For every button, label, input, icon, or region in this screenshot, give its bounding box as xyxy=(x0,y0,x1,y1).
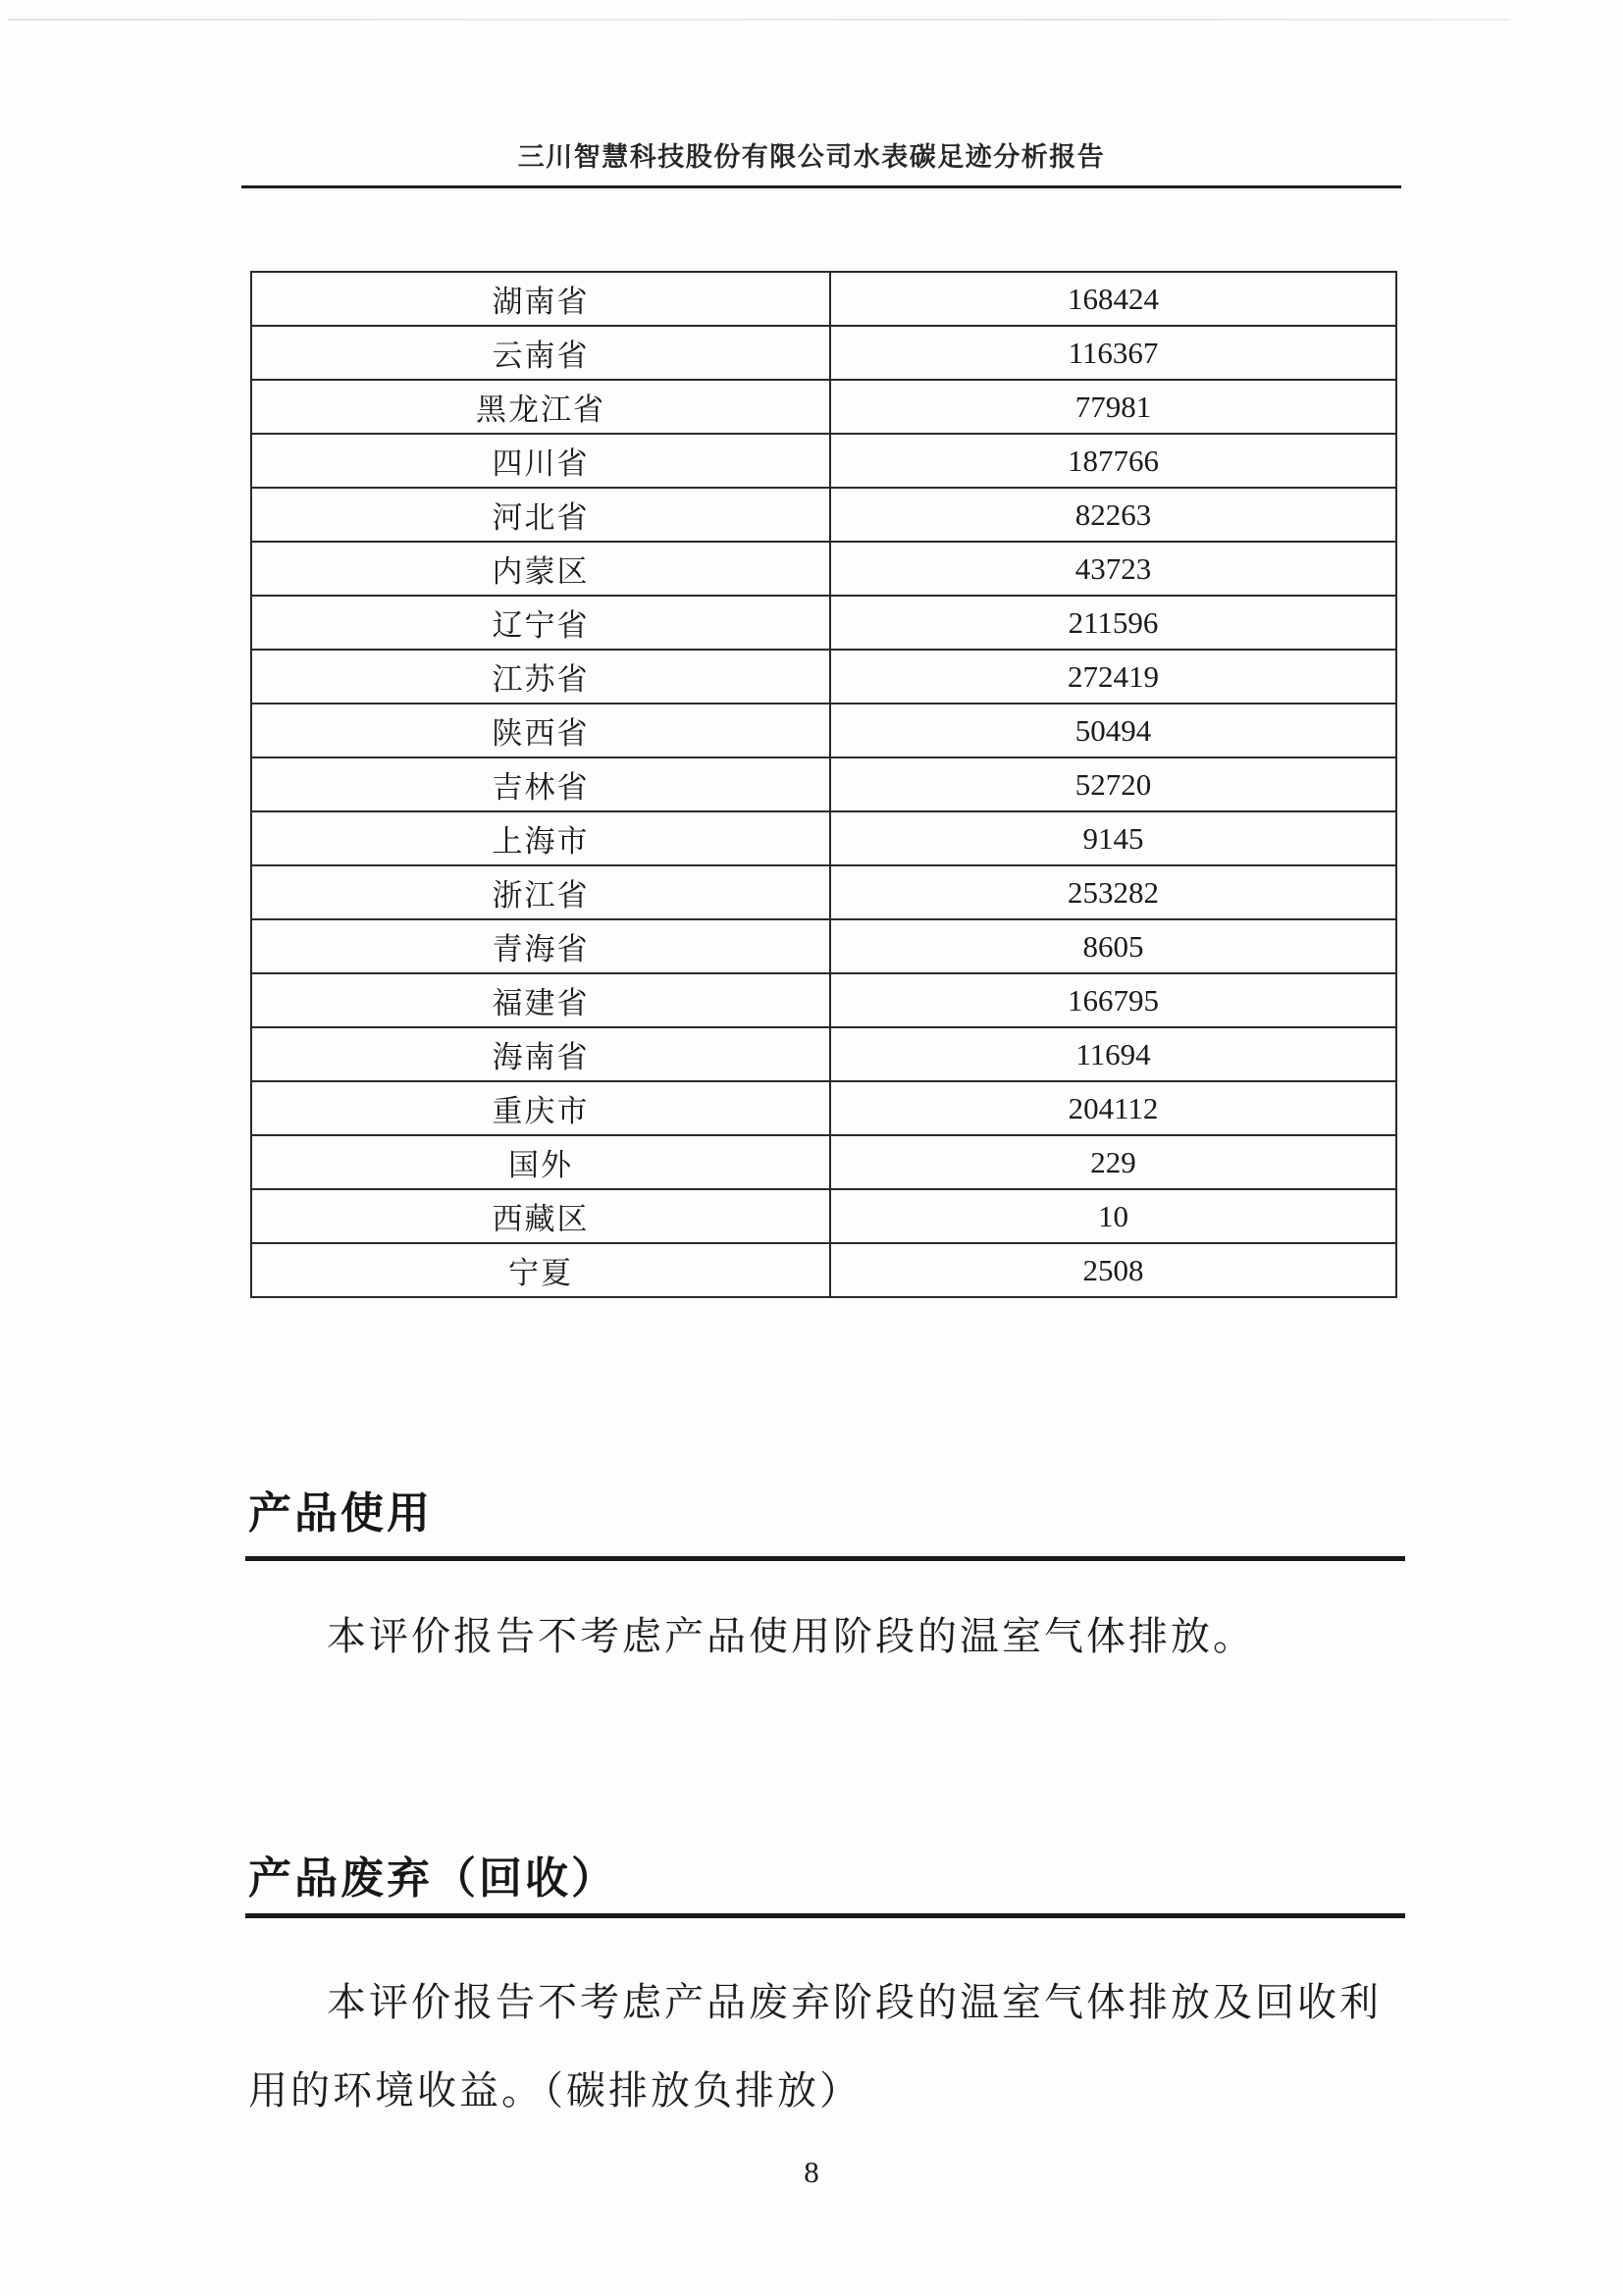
scan-artifact-line xyxy=(8,19,1509,21)
table-row xyxy=(251,542,1396,596)
value-cell: 8605 xyxy=(830,919,1396,973)
header-rule xyxy=(241,185,1401,188)
region-cell: 青海省 xyxy=(251,919,830,973)
table-row xyxy=(251,1027,1396,1081)
region-cell: 河北省 xyxy=(251,488,830,542)
table-row xyxy=(251,757,1396,811)
region-cell: 宁夏 xyxy=(251,1243,830,1297)
section-body-product-use: 本评价报告不考虑产品使用阶段的温室气体排放。 xyxy=(327,1614,1255,1658)
section-rule xyxy=(245,1556,1405,1561)
value-cell: 253282 xyxy=(830,865,1396,919)
value-cell: 10 xyxy=(830,1189,1396,1243)
table-row xyxy=(251,973,1396,1027)
value-cell: 9145 xyxy=(830,811,1396,865)
table-row xyxy=(251,1189,1396,1243)
region-cell: 湖南省 xyxy=(251,272,830,326)
table-row xyxy=(251,326,1396,380)
value-cell: 187766 xyxy=(830,434,1396,488)
region-cell: 陕西省 xyxy=(251,704,830,757)
value-cell: 116367 xyxy=(830,326,1396,380)
value-cell: 166795 xyxy=(830,973,1396,1027)
table-row xyxy=(251,704,1396,757)
value-cell: 43723 xyxy=(830,542,1396,596)
region-cell: 重庆市 xyxy=(251,1081,830,1135)
shipment-by-region-table xyxy=(250,271,1397,1298)
table-row xyxy=(251,380,1396,434)
table-row xyxy=(251,1243,1396,1297)
section-body-product-disposal: 本评价报告不考虑产品废弃阶段的温室气体排放及回收利用的环境收益。（碳排放负排放） xyxy=(248,1980,1382,2113)
region-cell: 西藏区 xyxy=(251,1189,830,1243)
table-row xyxy=(251,272,1396,326)
value-cell: 52720 xyxy=(830,757,1396,811)
region-cell: 福建省 xyxy=(251,973,830,1027)
value-cell: 229 xyxy=(830,1135,1396,1189)
table-row xyxy=(251,650,1396,704)
region-cell: 上海市 xyxy=(251,811,830,865)
page-header-title: 三川智慧科技股份有限公司水表碳足迹分析报告 xyxy=(517,142,1106,172)
region-cell: 国外 xyxy=(251,1135,830,1189)
region-cell: 四川省 xyxy=(251,434,830,488)
region-cell: 吉林省 xyxy=(251,757,830,811)
value-cell: 211596 xyxy=(830,596,1396,650)
value-cell: 77981 xyxy=(830,380,1396,434)
region-cell: 辽宁省 xyxy=(251,596,830,650)
table-row xyxy=(251,1081,1396,1135)
section-rule xyxy=(245,1913,1405,1918)
table-row xyxy=(251,919,1396,973)
page-number: 8 xyxy=(804,2155,819,2189)
region-cell: 江苏省 xyxy=(251,650,830,704)
table-row xyxy=(251,811,1396,865)
table-row xyxy=(251,434,1396,488)
value-cell: 11694 xyxy=(830,1027,1396,1081)
table-row xyxy=(251,1135,1396,1189)
region-cell: 浙江省 xyxy=(251,865,830,919)
value-cell: 50494 xyxy=(830,704,1396,757)
region-cell: 内蒙区 xyxy=(251,542,830,596)
section-heading-product-disposal: 产品废弃（回收） xyxy=(248,1854,617,1903)
value-cell: 272419 xyxy=(830,650,1396,704)
table-row xyxy=(251,865,1396,919)
table-row xyxy=(251,488,1396,542)
region-cell: 黑龙江省 xyxy=(251,380,830,434)
section-heading-product-use: 产品使用 xyxy=(248,1489,433,1538)
region-cell: 海南省 xyxy=(251,1027,830,1081)
value-cell: 204112 xyxy=(830,1081,1396,1135)
table-row xyxy=(251,596,1396,650)
value-cell: 82263 xyxy=(830,488,1396,542)
region-cell: 云南省 xyxy=(251,326,830,380)
value-cell: 2508 xyxy=(830,1243,1396,1297)
value-cell: 168424 xyxy=(830,272,1396,326)
